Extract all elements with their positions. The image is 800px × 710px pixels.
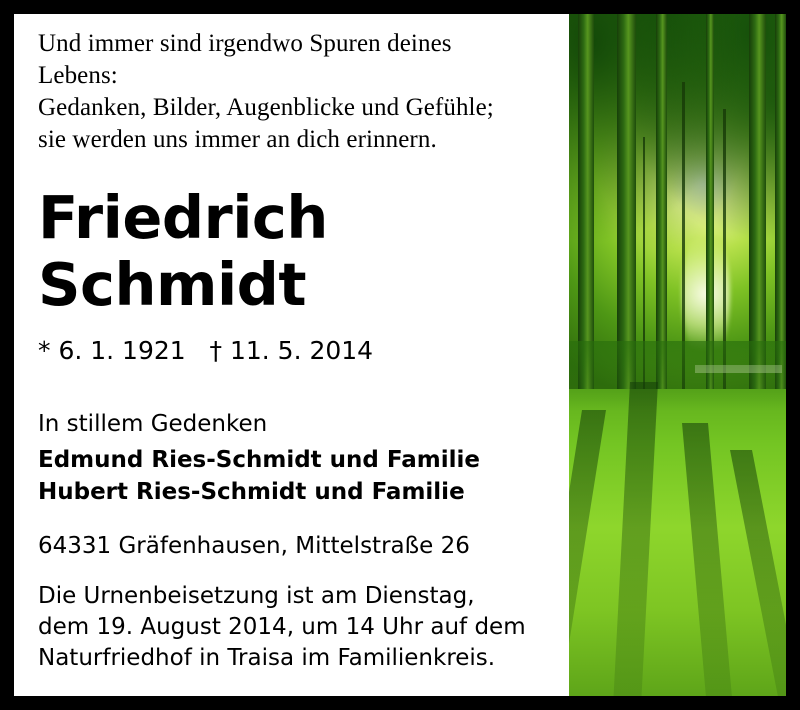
- funeral-line: dem 19. August 2014, um 14 Uhr auf dem: [38, 614, 526, 641]
- verse-line: Gedanken, Bilder, Augenblicke und Gefühle;: [38, 94, 494, 121]
- forest-photo: [569, 14, 786, 696]
- ground-haze: [569, 341, 786, 409]
- verse-line: Und immer sind irgendwo Spuren deines: [38, 30, 452, 57]
- memorial-verse: [38, 28, 569, 156]
- deceased-last-name: Schmidt: [38, 250, 307, 319]
- funeral-details: [38, 581, 569, 674]
- memorial-block: [38, 409, 569, 507]
- mourner-address: 64331 Gräfenhausen, Mittelstraße 26: [38, 533, 470, 560]
- memorial-intro: In stillem Gedenken: [38, 411, 268, 437]
- obituary-inner: [14, 14, 786, 696]
- mourner-line: Edmund Ries-Schmidt und Familie: [38, 447, 480, 474]
- funeral-line: Die Urnenbeisetzung ist am Dienstag,: [38, 583, 475, 610]
- deceased-name: [38, 183, 569, 319]
- obituary-text-column: [14, 14, 569, 696]
- forest-photo-illustration: [569, 14, 786, 696]
- deceased-first-name: Friedrich: [38, 183, 328, 252]
- verse-line: sie werden uns immer an dich erinnern.: [38, 126, 437, 153]
- verse-line: Lebens:: [38, 62, 118, 89]
- funeral-line: Naturfriedhof in Traisa im Familienkreis.: [38, 645, 496, 672]
- birth-death-dates: * 6. 1. 1921 † 11. 5. 2014: [38, 336, 374, 365]
- mourner-line: Hubert Ries-Schmidt und Familie: [38, 478, 465, 505]
